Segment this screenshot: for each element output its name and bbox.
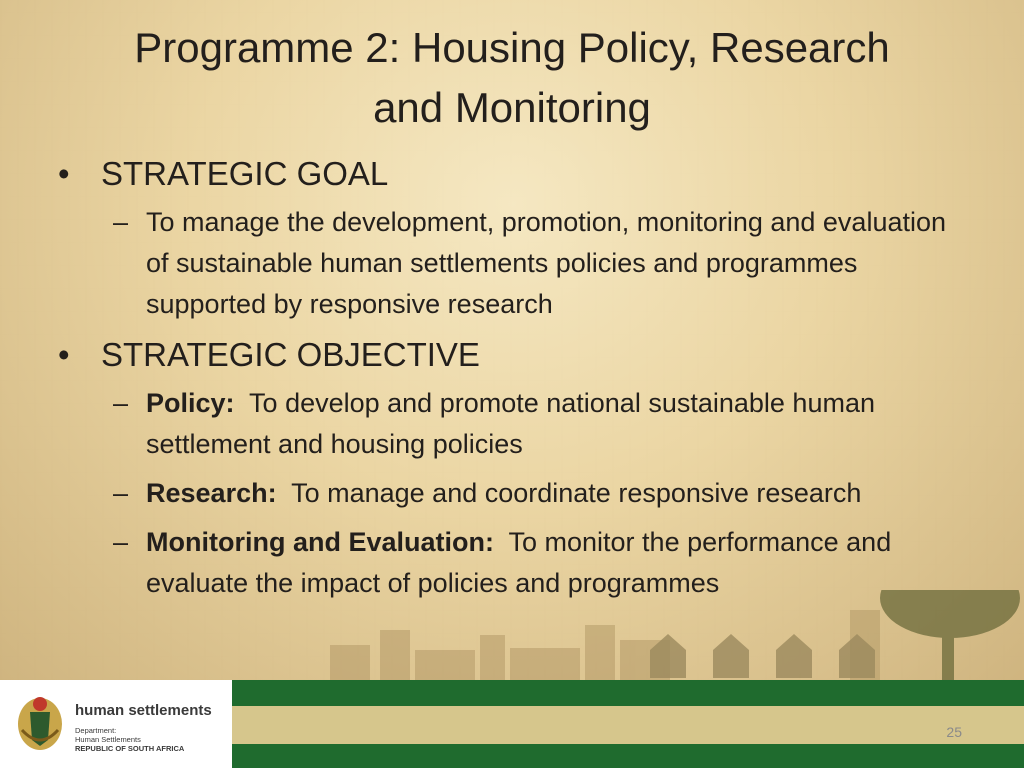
brand-name: human settlements <box>75 702 212 719</box>
dash-mark: – <box>113 388 129 418</box>
goal-text: To manage the development, promotion, monitoring and evaluation of sustainable human settlements policies and programmes supported by responsive research <box>146 207 947 319</box>
objective-item-research <box>58 473 958 514</box>
objective-item-policy <box>58 383 958 465</box>
dash-mark: – <box>113 527 129 557</box>
goal-item <box>58 202 958 325</box>
dash-mark: – <box>113 207 129 237</box>
department-logo <box>0 680 232 768</box>
dept-line-3: REPUBLIC OF SOUTH AFRICA <box>75 744 185 753</box>
dash-mark: – <box>113 478 129 508</box>
objective-label: Research: <box>146 478 277 508</box>
green-stripe-top <box>232 680 1024 706</box>
bullet-mark: • <box>58 155 70 192</box>
objective-heading: STRATEGIC OBJECTIVE <box>101 336 480 373</box>
footer-stripes <box>232 680 1024 768</box>
objective-text: To monitor the performance and evaluate the impact of policies and programmes <box>146 527 892 598</box>
page-number: 25 <box>946 724 962 740</box>
title-line-1: Programme 2: Housing Policy, Research <box>134 24 890 71</box>
house-icon <box>650 634 875 678</box>
objective-label: Policy: <box>146 388 235 418</box>
bullet-mark: • <box>58 336 70 373</box>
dept-line-2: Human Settlements <box>75 735 141 744</box>
footer-bar <box>0 680 1024 768</box>
slide-title <box>60 18 964 138</box>
objective-bullet <box>58 333 958 377</box>
green-stripe-bottom <box>232 744 1024 768</box>
coat-of-arms-icon <box>12 690 68 754</box>
objective-item-monitoring <box>58 522 958 604</box>
objective-text: To develop and promote national sustainable human settlement and housing policies <box>146 388 875 459</box>
dept-line-1: Department: <box>75 726 117 735</box>
objective-text: To manage and coordinate responsive research <box>291 478 862 508</box>
title-line-2: and Monitoring <box>373 84 651 131</box>
slide-content <box>58 152 958 612</box>
sand-stripe <box>232 706 1024 744</box>
goal-heading: STRATEGIC GOAL <box>101 155 389 192</box>
objective-label: Monitoring and Evaluation: <box>146 527 494 557</box>
goal-bullet <box>58 152 958 196</box>
